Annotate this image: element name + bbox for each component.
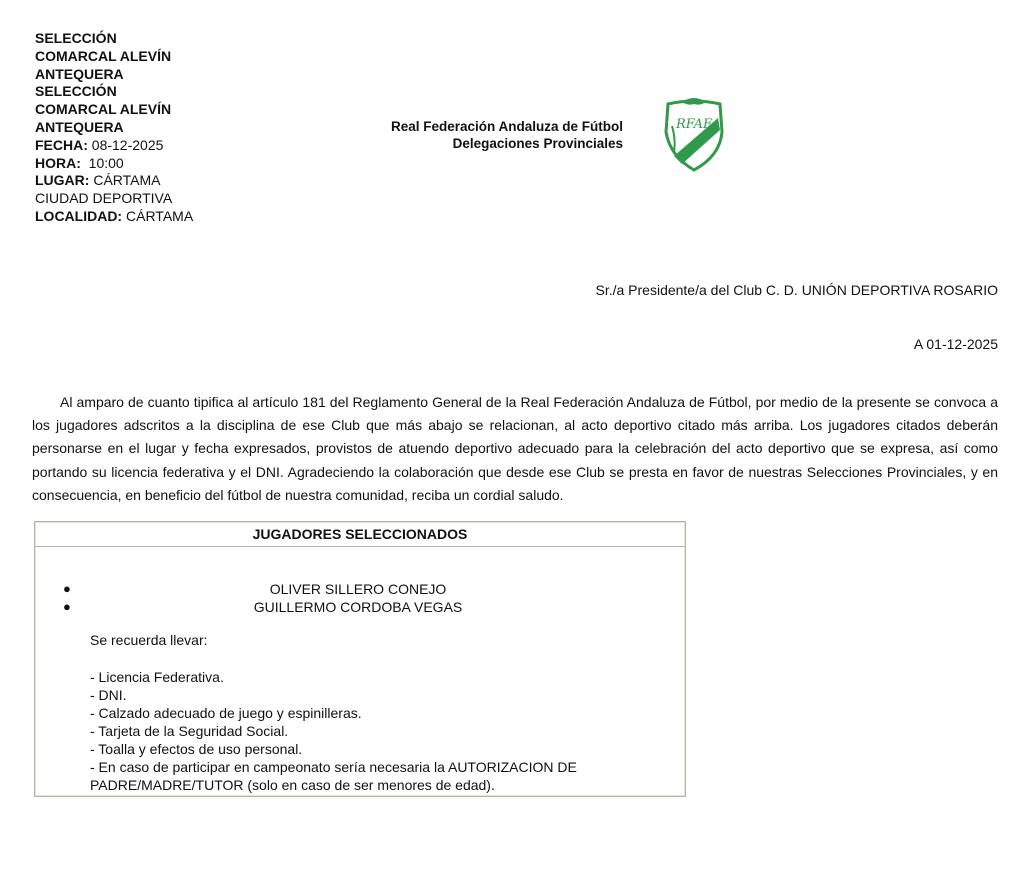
logo-initials: RFAF xyxy=(675,117,713,132)
localidad-value: CÁRTAMA xyxy=(126,207,194,224)
players-box xyxy=(34,521,686,797)
hora-value: 10:00 xyxy=(88,154,124,171)
lugar-value: CÁRTAMA xyxy=(93,172,161,189)
hora-label: HORA: xyxy=(35,154,81,171)
event-info xyxy=(35,30,295,226)
federation-subtitle: Delegaciones Provinciales xyxy=(452,136,623,151)
player-item xyxy=(35,598,685,616)
reminder-items xyxy=(90,668,650,794)
letter-date: A 01-12-2025 xyxy=(913,336,998,352)
reminder-item: - DNI. xyxy=(90,687,127,703)
federation-logo xyxy=(660,96,728,174)
bullet-icon: ● xyxy=(63,581,71,596)
player-item xyxy=(35,580,685,598)
event-title-line: ANTEQUERA xyxy=(35,65,124,82)
fecha-value: 08-12-2025 xyxy=(91,136,164,153)
event-place-detail: CIUDAD DEPORTIVA xyxy=(35,190,173,207)
reminder-item: - Calzado adecuado de juego y espinilleras. xyxy=(90,705,362,721)
logo-crown xyxy=(682,98,706,105)
event-title-line: COMARCAL ALEVÍN xyxy=(35,47,172,64)
federation-header xyxy=(340,118,623,152)
reminder-item: PADRE/MADRE/TUTOR (solo en caso de ser menores de edad). xyxy=(90,777,495,793)
bullet-icon: ● xyxy=(63,599,71,614)
reminder-item: - Toalla y efectos de uso personal. xyxy=(90,741,303,757)
fecha-label: FECHA: xyxy=(35,136,88,153)
event-place xyxy=(35,172,295,190)
body-paragraph: Al amparo de cuanto tipifica al artículo 181 del Reglamento General de la Real Federación Andaluza de Fútbol, por medio de la presente se convoca a los jugadores adscritos a la disciplina de ese Club que más abajo se relacionan, al acto deportivo citado más arriba. Los jugadores citados deberán personarse en el lugar y fecha expresados, provistos de atuendo deportivo adecuado para la celebración del acto deportivo que se expresa, así como portando su licencia federativa y el DNI. Agradeciendo la colaboración que desde ese Club se presta en favor de nuestras Selecciones Provinciales, y en consecuencia, en beneficio del fútbol de nuestra comunidad, reciba un cordial saludo. xyxy=(32,394,998,503)
event-title-line: SELECCIÓN xyxy=(35,30,117,46)
reminder-label: Se recuerda llevar: xyxy=(90,632,208,648)
event-time xyxy=(35,155,295,173)
reminder-item: - Licencia Federativa. xyxy=(90,669,224,685)
reminder-item: - En caso de participar en campeonato sería necesaria la AUTORIZACION DE xyxy=(90,759,577,775)
event-title-line: SELECCIÓN xyxy=(35,83,117,100)
federation-name: Real Federación Andaluza de Fútbol xyxy=(390,119,623,134)
reminder-item: - Tarjeta de la Seguridad Social. xyxy=(90,723,289,739)
players-list xyxy=(35,580,685,616)
event-date xyxy=(35,137,295,155)
lugar-label: LUGAR: xyxy=(35,172,90,189)
localidad-label: LOCALIDAD: xyxy=(35,207,123,224)
player-name: GUILLERMO CORDOBA VEGAS xyxy=(253,599,463,615)
event-title-line: ANTEQUERA xyxy=(35,118,124,135)
recipient: Sr./a Presidente/a del Club C. D. UNIÓN DEPORTIVA ROSARIO xyxy=(595,282,998,298)
player-name: OLIVER SILLERO CONEJO xyxy=(269,581,447,597)
event-locality xyxy=(35,208,295,226)
event-title-line: COMARCAL ALEVÍN xyxy=(35,101,172,118)
players-header: JUGADORES SELECCIONADOS xyxy=(35,522,685,547)
